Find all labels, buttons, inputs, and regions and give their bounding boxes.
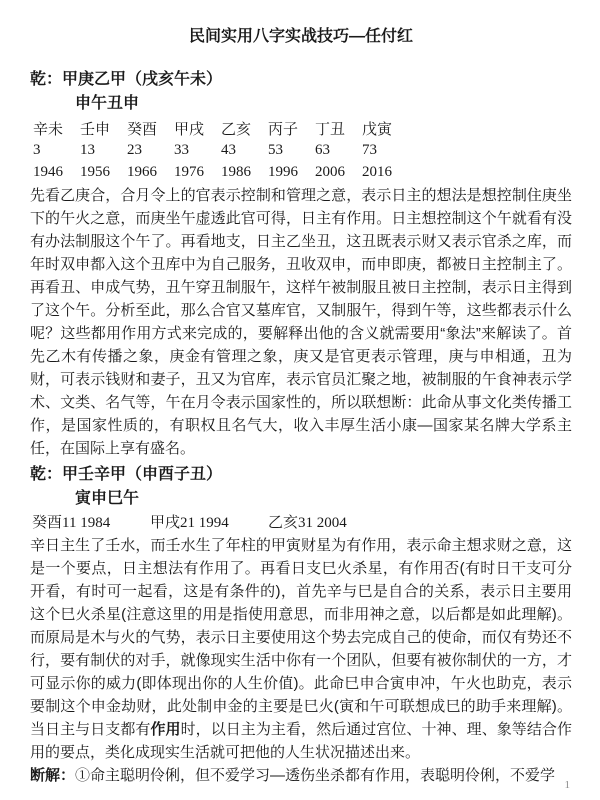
age-cell: 73: [362, 141, 377, 158]
chart1-pillars-header: 乾：甲庚乙甲（戌亥午未）: [30, 71, 223, 88]
year-cell: 1956: [80, 163, 110, 180]
chart1-luck-table: [30, 117, 572, 183]
chart2-branches-row: 寅申巳午: [75, 490, 140, 507]
chart2-pillars-header: 乾：甲壬辛甲（申酉子丑）: [30, 466, 223, 483]
analysis-text-lead: 辛日主生了壬水，而壬水生了年柱的甲寅财星为有作用，表示命主想求财之意，这是一个要点，日主想法有作用了。再看日支巳火杀星，有作用否(有时日干支可分开看，有时可一起看，这是有条件的)，首先辛与巳是自合的关系，表示日主要用这个巳火杀星(注意这里的用是指使用意思，而非用神之意，以后都是如此理解)。而原局是木与火的气势，表示日主要使用这个势去完成自己的使命，而仅有势还不行，要有制伏的对手，就像现实生活中你有一个团队，但要有被你制伏的一方，才可显示你的威力(即体现出你的人生价值)。此命巳申合寅申冲，午火也助克，表示要制这个申金劫财，此处制申金的主要是巳火(寅和午可联想成巳的助手来理解)。当日主与日支都有: [30, 537, 572, 738]
judgment-text: ①命主聪明伶俐，但不爱学习—透伤坐杀都有作用，表聪明伶俐，不爱学: [75, 767, 556, 784]
luck-years-row: [33, 161, 572, 183]
age-cell: 63: [315, 141, 330, 158]
pillar-cell: 甲戌: [174, 120, 205, 138]
pillar-cell: 辛未: [33, 120, 64, 138]
bazi-section-2: [30, 464, 572, 787]
age-cell: 23: [127, 141, 142, 158]
year-cell: 1986: [221, 163, 251, 180]
year-cell: 2016: [362, 163, 392, 180]
age-cell: 3: [33, 141, 41, 158]
pillar-cell: 丁丑: [315, 120, 346, 138]
document-title: 民间实用八字实战技巧—任付红: [188, 28, 413, 45]
analysis-bold-term: 作用: [150, 721, 181, 738]
chart1-analysis-paragraph: 先看乙庚合，合月令上的官表示控制和管理之意，表示日主的想法是想控制住庚坐下的午火之意，而庚坐午虚透此官可得，日主有作用。日主想控制这个午就看有没有办法制服这个午了。再看地支，日主乙坐丑，这丑既表示财又表示官杀之库，而年时双申都入这个丑库中为自己服务，丑收双申，而申即庚，都被日主控制主了。再看丑、申成气势，丑午穿丑制服午，这样午被制服且被日主控制，表示日主得到了这个午。分析至此，那么合官又墓库官，又制服午，得到午等，这些都表示什么呢？这些都用作用方式来完成的，要解释出他的含义就需要用“象法”来解读了。首先乙木有传播之象，庚金有管理之象，庚又是官更表示管理，庚与申相通，丑为财，可表示钱财和妻子，丑又为官库，表示官员汇聚之地，被制服的午食神表示学术、文类、名气等，午在月令表示国家性的，所以联想断：此命从事文化类传播工作，是国家性质的，有职权且名气大，收入丰厚生活小康—国家某名牌大学系主任，在国际上享有盛名。: [30, 187, 572, 457]
age-cell: 13: [80, 141, 95, 158]
year-cell: 1966: [127, 163, 157, 180]
luck-pillars-row: [33, 117, 572, 139]
judgment-label: 断解：: [30, 767, 76, 784]
page-number: 1: [564, 779, 570, 791]
pillar-cell: 癸酉: [127, 120, 158, 138]
year-cell: 1996: [268, 163, 298, 180]
analysis-text-tail: 时，以日主为主看，然后通过宫位、十神、理、象等结合作用的要点，类化成现实生活就可把他的人生状况描述出来。: [30, 721, 572, 761]
chart2-luck-line: [32, 510, 572, 533]
year-cell: 1946: [33, 163, 63, 180]
pillar-cell: 戊寅: [362, 120, 393, 138]
age-cell: 43: [221, 141, 236, 158]
chart1-branches-row: 申午丑申: [75, 95, 140, 112]
luck-item: 甲戌21 1994: [150, 515, 229, 531]
pillar-cell: 壬申: [80, 120, 111, 138]
chart2-analysis-paragraph: [30, 534, 572, 764]
pillar-cell: 乙亥: [221, 120, 252, 138]
age-cell: 53: [268, 141, 283, 158]
age-cell: 33: [174, 141, 189, 158]
luck-item: 乙亥31 2004: [268, 515, 347, 531]
judgment-paragraph: [30, 764, 572, 787]
pillar-cell: 丙子: [268, 120, 299, 138]
luck-item: 癸酉11 1984: [32, 515, 111, 531]
luck-ages-row: [33, 139, 572, 161]
bazi-section-1: [30, 69, 572, 460]
year-cell: 2006: [315, 163, 345, 180]
year-cell: 1976: [174, 163, 204, 180]
